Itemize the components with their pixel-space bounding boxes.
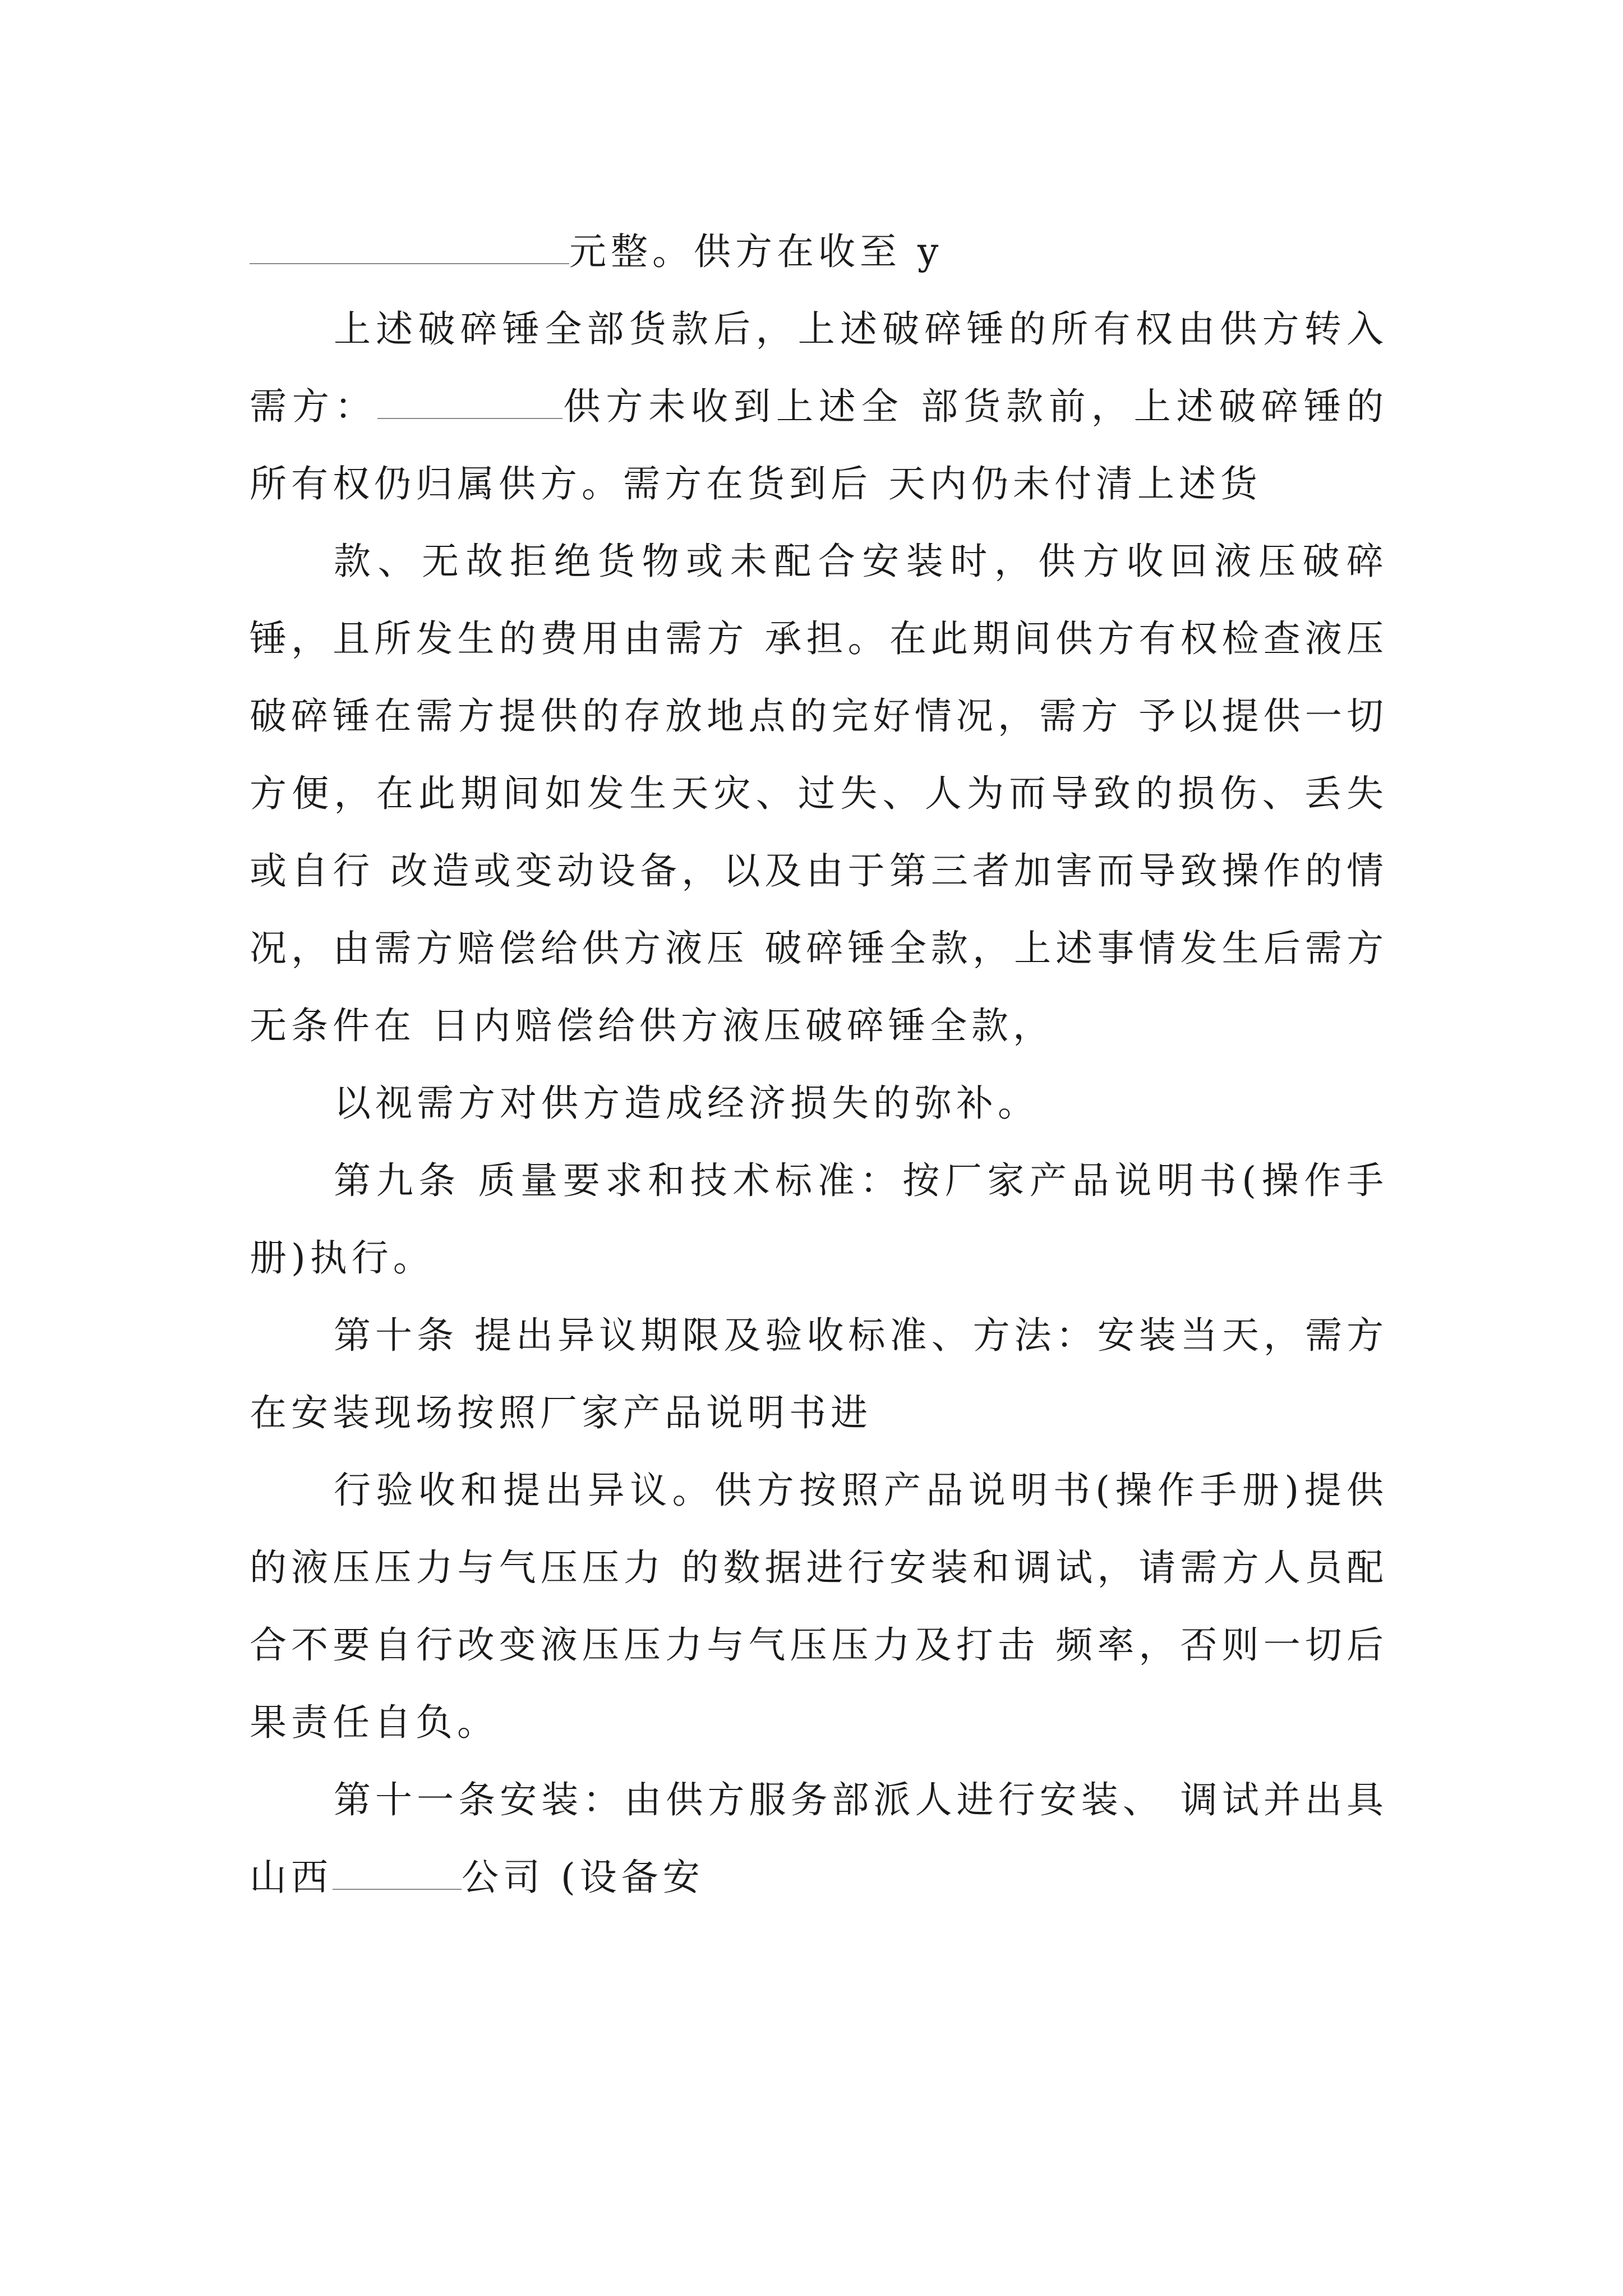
paragraph-recovery-terms: [250, 523, 1388, 1065]
article-9-text: 第九条 质量要求和技术标准：按厂家产品说明书(操作手册)执行。: [250, 1159, 1388, 1280]
paragraph-article-9: [250, 1142, 1388, 1297]
acceptance-text: 行验收和提出异议。供方按照产品说明书(操作手册)提供的液压压力与气压压力 的数据进行安装和调试，请需方人员配合不要自行改变液压压力与气压压力及打击 频率，否则一切后果责任自负。: [250, 1469, 1388, 1744]
document-page: [250, 213, 1388, 1916]
amount-line-text: 元整。供方在收至 y: [569, 230, 943, 273]
ownership-text-part1: 上述破碎锤全部货款后，上述破碎锤的所有权由供方转入需方：: [250, 307, 1388, 428]
paragraph-compensation: [250, 1065, 1388, 1142]
recovery-terms-text: 款、无故拒绝货物或未配合安装时，供方收回液压破碎锤，且所发生的费用由需方 承担。在此期间供方有权检查液压破碎锤在需方提供的存放地点的完好情况，需方 予以提供一切方便，在此期间如发生天灾、过失、人为而导致的损伤、丢失或自行 改造或变动设备，以及由于第三者加害而导致操作的情况，由需方赔偿给供方液压 破碎锤全款，上述事情发生后需方无条件在 日内赔偿给供方液压破碎锤全款，: [250, 540, 1388, 1047]
article-10-text: 第十条 提出异议期限及验收标准、方法：安装当天，需方在安装现场按照厂家产品说明书进: [250, 1314, 1388, 1434]
paragraph-acceptance: [250, 1452, 1388, 1761]
ownership-text-part2: 供方未收到上述全 部货款前，上述破碎锤的所有权仍归属供方。需方在货到后 天内仍未付清上述货: [250, 385, 1389, 505]
article-11-text-part2: 公司 (设备安: [462, 1856, 704, 1899]
paragraph-article-11: [250, 1761, 1388, 1916]
article-11-text-part1: 第十一条安装：由供方服务部派人进行安装、 调试并出具山西: [250, 1778, 1388, 1899]
paragraph-amount-line: [250, 213, 1388, 291]
blank-buyer-field: [377, 386, 562, 419]
compensation-text: 以视需方对供方造成经济损失的弥补。: [334, 1082, 1039, 1125]
paragraph-ownership-transfer: [250, 291, 1388, 523]
blank-amount-field: [250, 232, 569, 264]
blank-company-field: [333, 1857, 462, 1890]
paragraph-article-10: [250, 1297, 1388, 1452]
